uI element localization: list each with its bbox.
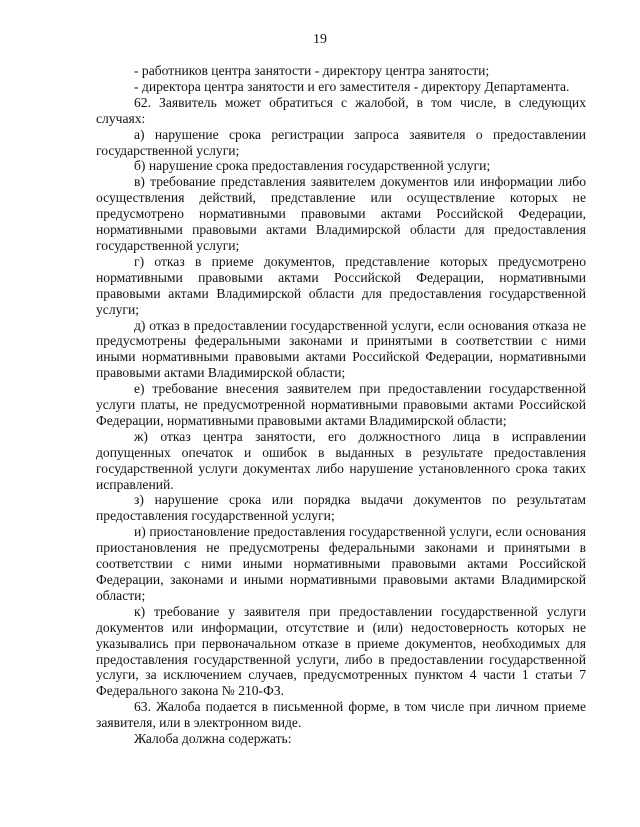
paragraph-11: з) нарушение срока или порядка выдачи документов по результатам предоставления государственной услуги; — [96, 492, 586, 524]
page-number: 19 — [313, 32, 327, 47]
paragraph-3: 62. Заявитель может обратиться с жалобой, в том числе, в следующих случаях: — [96, 94, 586, 126]
paragraph-10: ж) отказ центра занятости, его должностного лица в исправлении допущенных опечаток и ошибок в выданных в результате предоставления государственной услуги документах либо нарушение установленного срока таких исправлений. — [96, 428, 586, 492]
paragraph-7: г) отказ в приеме документов, представление которых предусмотрено нормативными правовыми актами Российской Федерации, нормативными правовыми актами Владимирской области для предоставления государственной услуги; — [96, 253, 586, 317]
paragraph-13: к) требование у заявителя при предоставлении государственной услуги документов или информации, отсутствие и (или) недостоверность которых не указывались при первоначальном отказе в приеме документов, необходимых для предоставления государственной услуги, либо в предоставлении государственной услуги, за исключением случаев, предусмотренных пунктом 4 части 1 статьи 7 Федерального закона № 210-ФЗ. — [96, 603, 586, 699]
paragraph-1: - работников центра занятости - директору центра занятости; — [134, 63, 490, 78]
document-body — [96, 63, 586, 747]
paragraph-15: Жалоба должна содержать: — [134, 731, 292, 747]
paragraph-12: и) приостановление предоставления государственной услуги, если основания приостановления не предусмотрены федеральными законами и принятыми в соответствии с ними иными нормативными правовыми актами Российской Федерации, законами и иными нормативными правовыми актами Владимирской области; — [96, 524, 586, 603]
paragraph-8: д) отказ в предоставлении государственной услуги, если основания отказа не предусмотрены федеральными законами и принятыми в соответствии с ними иными нормативными правовыми актами Российской Федерации, нормативными правовыми актами Владимирской области; — [96, 317, 586, 381]
paragraph-4: а) нарушение срока регистрации запроса заявителя о предоставлении государственной услуги; — [96, 126, 586, 158]
paragraph-2: - директора центра занятости и его заместителя - директору Департамента. — [134, 78, 570, 94]
paragraph-9: е) требование внесения заявителем при предоставлении государственной услуги платы, не предусмотренной нормативными правовыми актами Российской Федерации, нормативными правовыми актами Владимирской области; — [96, 381, 586, 428]
paragraph-14: 63. Жалоба подается в письменной форме, в том числе при личном приеме заявителя, или в электронном виде. — [96, 699, 586, 731]
paragraph-6: в) требование представления заявителем документов или информации либо осуществления действий, представление или осуществление которых не предусмотрено нормативными правовыми актами Российской Федерации, нормативными правовыми актами Владимирской области для предоставления государственной услуги; — [96, 174, 586, 253]
paragraph-5: б) нарушение срока предоставления государственной услуги; — [134, 158, 491, 174]
